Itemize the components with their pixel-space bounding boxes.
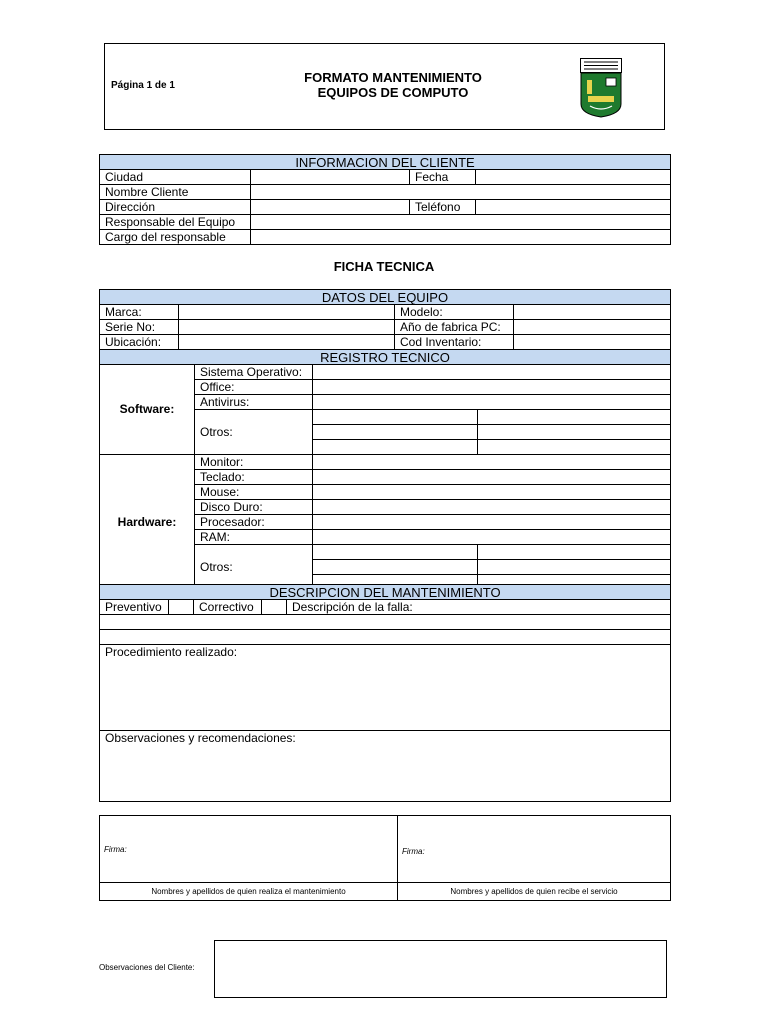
mouse-label: Mouse: <box>195 485 313 500</box>
corrective-label: Correctivo <box>194 600 262 615</box>
location-field[interactable] <box>179 335 395 350</box>
client-observations-label: Observaciones del Cliente: <box>99 963 195 972</box>
inventory-label: Cod Inventario: <box>395 335 514 350</box>
client-name-label: Nombre Cliente <box>100 185 251 200</box>
date-label: Fecha <box>410 170 476 185</box>
signature-right-caption: Nombres y apellidos de quien recibe el servicio <box>398 883 671 901</box>
keyboard-field[interactable] <box>313 470 671 485</box>
observations-label: Observaciones y recomendaciones: <box>105 731 296 745</box>
os-label: Sistema Operativo: <box>195 365 313 380</box>
office-field[interactable] <box>313 380 671 395</box>
software-others-label: Otros: <box>195 410 313 455</box>
failure-label: Descripción de la falla: <box>287 600 671 615</box>
disk-label: Disco Duro: <box>195 500 313 515</box>
hardware-others-label: Otros: <box>195 545 313 590</box>
cpu-field[interactable] <box>313 515 671 530</box>
ram-field[interactable] <box>313 530 671 545</box>
signature-left-label: Firma: <box>104 844 127 854</box>
procedure-label: Procedimiento realizado: <box>105 645 238 659</box>
city-label: Ciudad <box>100 170 251 185</box>
phone-label: Teléfono <box>410 200 476 215</box>
model-field[interactable] <box>514 305 671 320</box>
ficha-tecnica-title: FICHA TECNICA <box>333 259 435 274</box>
os-field[interactable] <box>313 365 671 380</box>
year-field[interactable] <box>514 320 671 335</box>
signature-left-caption: Nombres y apellidos de quien realiza el mantenimiento <box>100 883 398 901</box>
signature-right-label: Firma: <box>402 846 425 856</box>
year-label: Año de fabrica PC: <box>395 320 514 335</box>
location-label: Ubicación: <box>100 335 179 350</box>
monitor-field[interactable] <box>313 455 671 470</box>
hardware-other-field-2b[interactable] <box>478 560 671 575</box>
software-other-field-3a[interactable] <box>313 440 478 455</box>
antivirus-field[interactable] <box>313 395 671 410</box>
client-info-table <box>99 154 671 245</box>
office-label: Office: <box>195 380 313 395</box>
software-label: Software: <box>100 365 195 455</box>
phone-field[interactable] <box>476 200 671 215</box>
signatures-table <box>99 815 671 901</box>
maintenance-table <box>99 584 671 802</box>
software-other-field-3b[interactable] <box>478 440 671 455</box>
ram-label: RAM: <box>195 530 313 545</box>
monitor-label: Monitor: <box>195 455 313 470</box>
position-label: Cargo del responsable <box>100 230 251 245</box>
hardware-other-field-1a[interactable] <box>313 545 478 560</box>
client-observations-field[interactable] <box>214 940 667 998</box>
responsible-field[interactable] <box>251 215 671 230</box>
client-name-field[interactable] <box>251 185 671 200</box>
cpu-label: Procesador: <box>195 515 313 530</box>
software-other-field-2a[interactable] <box>313 425 478 440</box>
address-field[interactable] <box>251 200 410 215</box>
hardware-other-field-1b[interactable] <box>478 545 671 560</box>
registry-header: REGISTRO TECNICO <box>100 350 671 365</box>
school-crest-icon <box>580 58 622 118</box>
mouse-field[interactable] <box>313 485 671 500</box>
serial-label: Serie No: <box>100 320 179 335</box>
registry-table <box>99 349 671 590</box>
equipment-header: DATOS DEL EQUIPO <box>100 290 671 305</box>
responsible-label: Responsable del Equipo <box>100 215 251 230</box>
date-field[interactable] <box>476 170 671 185</box>
brand-label: Marca: <box>100 305 179 320</box>
maintenance-header: DESCRIPCION DEL MANTENIMIENTO <box>100 585 671 600</box>
position-field[interactable] <box>251 230 671 245</box>
keyboard-label: Teclado: <box>195 470 313 485</box>
page-number: Página 1 de 1 <box>111 80 175 91</box>
title-line-1: FORMATO MANTENIMIENTO <box>304 70 482 85</box>
failure-field-1[interactable] <box>100 615 671 630</box>
antivirus-label: Antivirus: <box>195 395 313 410</box>
software-other-field-1a[interactable] <box>313 410 478 425</box>
preventive-checkbox[interactable] <box>169 600 194 615</box>
model-label: Modelo: <box>395 305 514 320</box>
preventive-label: Preventivo <box>100 600 169 615</box>
observations-field[interactable] <box>100 731 671 802</box>
brand-field[interactable] <box>179 305 395 320</box>
disk-field[interactable] <box>313 500 671 515</box>
serial-field[interactable] <box>179 320 395 335</box>
software-other-field-2b[interactable] <box>478 425 671 440</box>
city-field[interactable] <box>251 170 410 185</box>
client-info-header: INFORMACION DEL CLIENTE <box>100 155 671 170</box>
procedure-field[interactable] <box>100 645 671 731</box>
address-label: Dirección <box>100 200 251 215</box>
inventory-field[interactable] <box>514 335 671 350</box>
header-box <box>104 43 665 130</box>
document-title <box>255 70 531 100</box>
signature-left-box[interactable] <box>100 816 398 883</box>
corrective-checkbox[interactable] <box>262 600 287 615</box>
hardware-label: Hardware: <box>100 455 195 590</box>
signature-right-box[interactable] <box>398 816 671 883</box>
failure-field-2[interactable] <box>100 630 671 645</box>
equipment-table <box>99 289 671 350</box>
title-line-2: EQUIPOS DE COMPUTO <box>317 85 469 100</box>
software-other-field-1b[interactable] <box>478 410 671 425</box>
hardware-other-field-2a[interactable] <box>313 560 478 575</box>
